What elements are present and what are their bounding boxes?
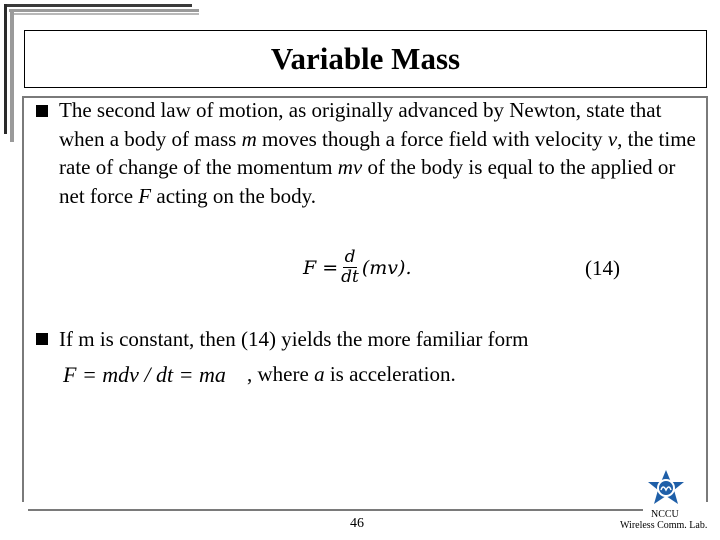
equation-number: (14): [585, 256, 620, 280]
slide-title: Variable Mass: [270, 41, 461, 76]
footer-divider: [28, 509, 643, 511]
bullet-1-text: The second law of motion, as originally advanced by Newton, state that when a body of mass m moves though a force field with velocity v, the time rate of change of the momentum mv of the body is equal to the applied or net force F acting on the body.: [59, 98, 696, 208]
footer-org: NCCU: [651, 509, 679, 520]
equation-explanation: , where a is acceleration.: [247, 362, 456, 386]
bullet-2-text: If m is constant, then (14) yields the more familiar form: [59, 327, 529, 351]
frame-decoration-top-dark: [5, 4, 192, 7]
footer-lab: Wireless Comm. Lab.: [620, 520, 708, 531]
equation-newton-second-law: F = mdv / dt = ma: [63, 362, 226, 387]
derivative-fraction: $\frac{d}{dt}$: [341, 247, 359, 287]
frame-decoration-top-light2: [12, 13, 199, 15]
equation-14: F = $\frac{d}{dt}$ (mv).: [303, 247, 412, 287]
title-box: [24, 30, 707, 88]
frame-decoration-top-light: [9, 9, 199, 12]
page-number: 46: [350, 516, 364, 531]
frame-decoration-left-light: [10, 10, 14, 142]
bullet-square-icon: [36, 333, 48, 345]
frame-decoration-left-dark: [4, 4, 7, 134]
nccu-star-logo-icon: [646, 469, 686, 507]
bullet-square-icon: [36, 105, 48, 117]
